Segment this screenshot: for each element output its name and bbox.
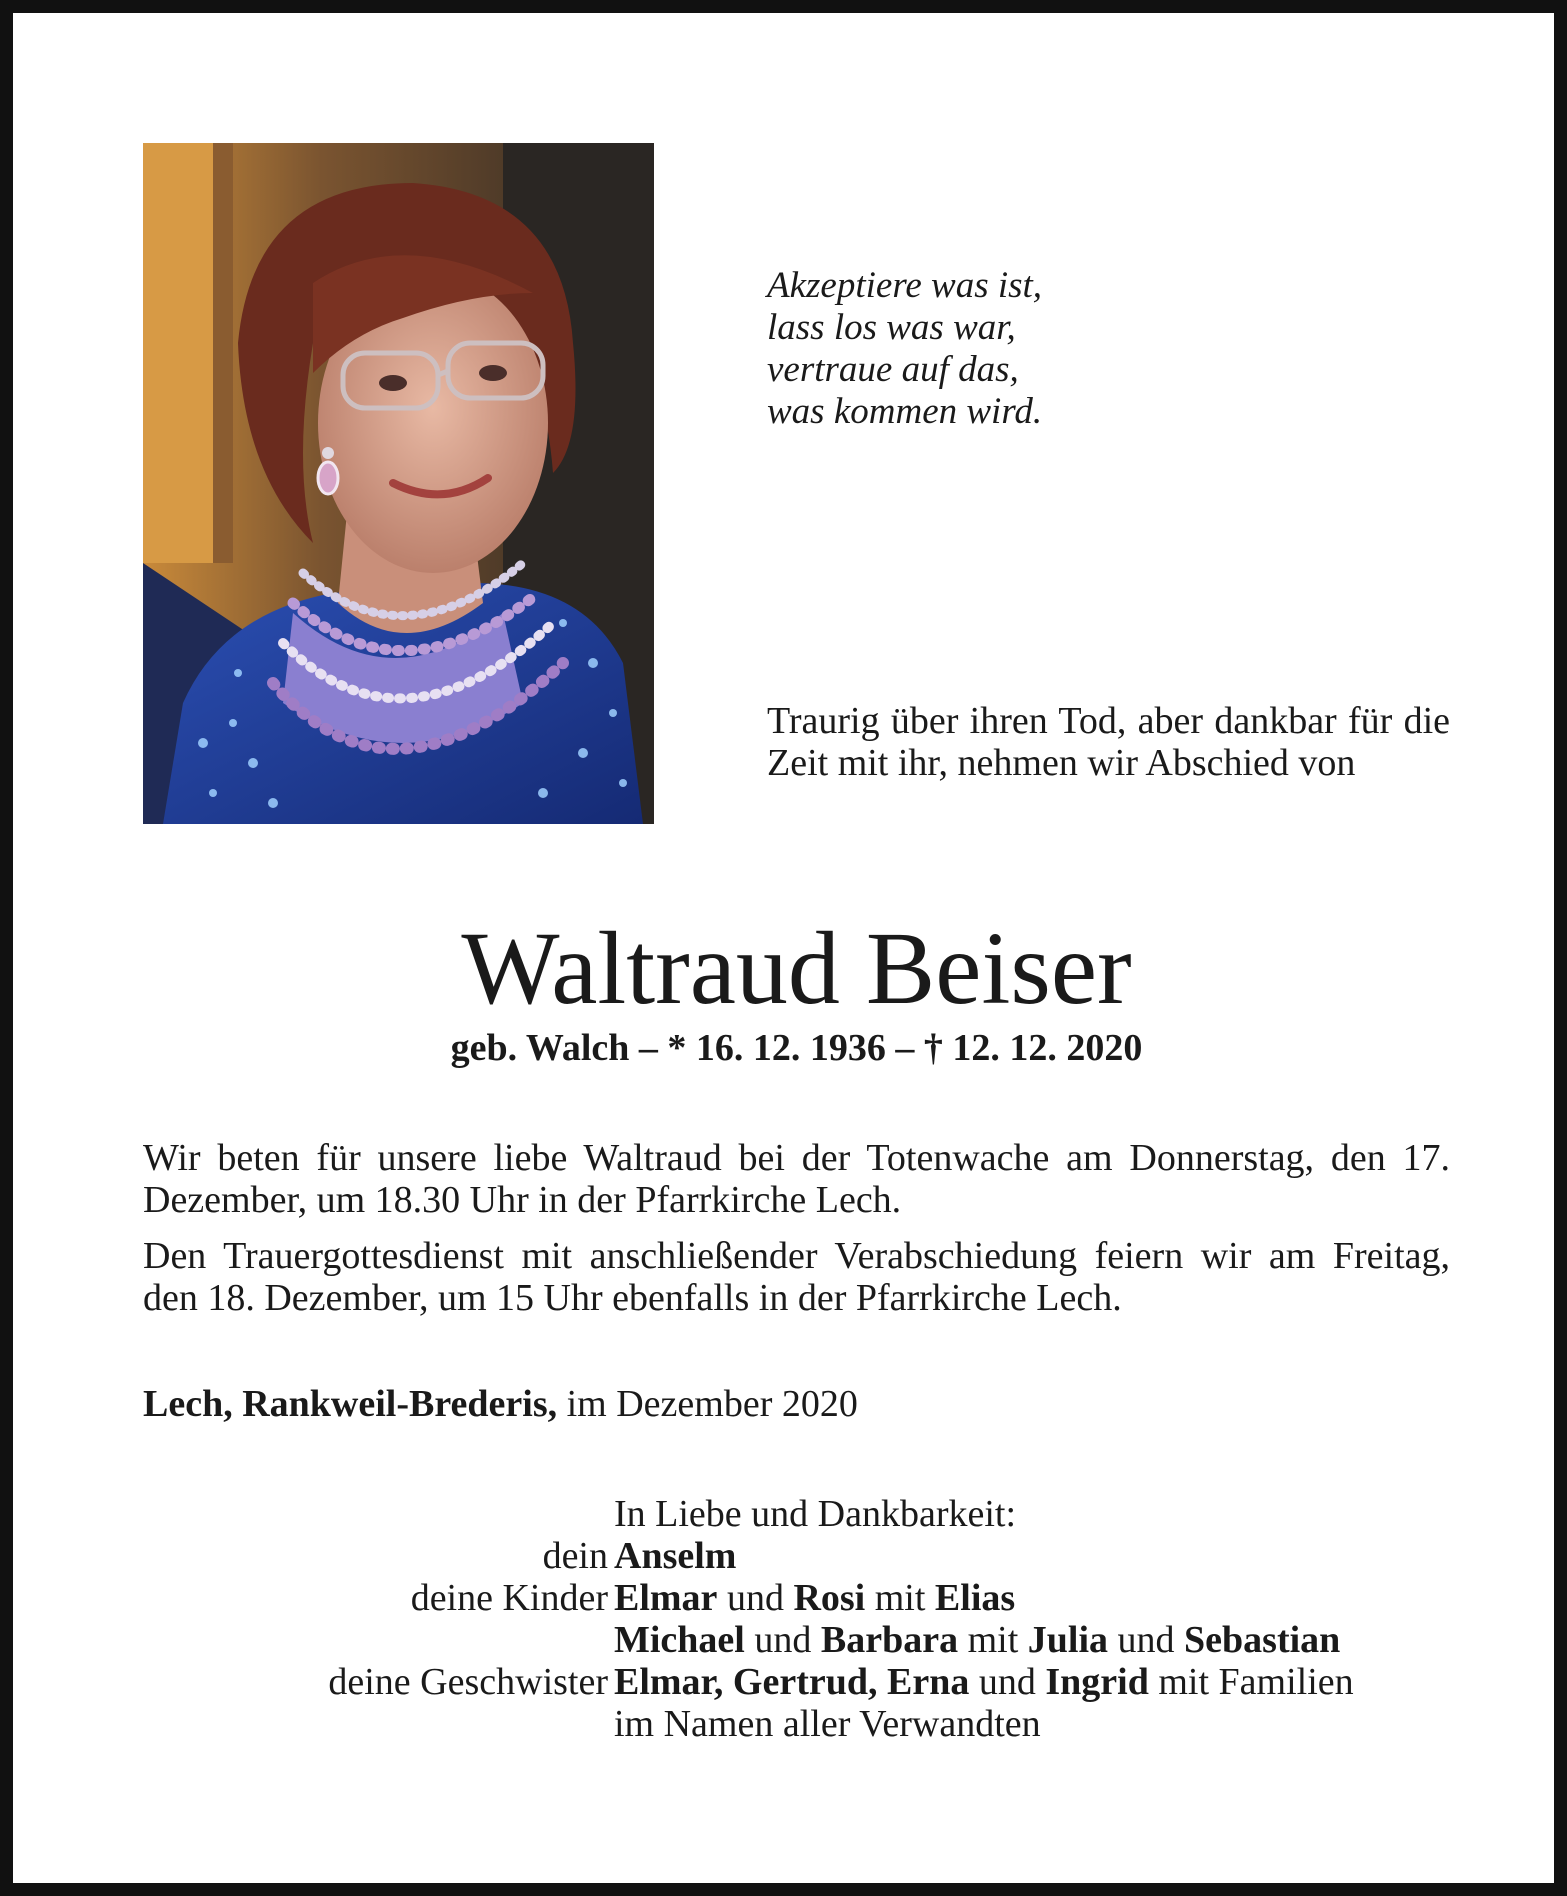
family-role [143,1619,614,1661]
member-name: Ingrid [1045,1661,1149,1703]
member-name: Elmar [614,1577,718,1619]
life-dates: geb. Walch – * 16. 12. 1936 – † 12. 12. 2020 [450,1027,1143,1069]
family-role: dein [542,1535,608,1577]
member-name: Julia [1027,1619,1109,1661]
member-name: Barbara [820,1619,959,1661]
poem-line: Akzeptiere was ist, [767,265,1043,306]
family-header-row [143,1493,1453,1535]
connector-text: und [717,1577,794,1619]
family-members [614,1535,1453,1577]
wake-paragraph: Wir beten für unsere liebe Waltraud bei der Totenwache am Donnerstag, den 17. Dezember, um 18.30 Uhr in der Pfarrkirche Lech. [143,1137,1450,1221]
connector-text: und [744,1619,821,1661]
family-row [143,1703,1453,1745]
poem-line: vertraue auf das, [767,349,1019,390]
deceased-name: Waltraud Beiser [461,911,1132,1026]
family-members [614,1577,1453,1619]
portrait-illustration [143,143,654,824]
family-row [143,1661,1453,1703]
connector-text: und [969,1661,1046,1703]
member-name: Rosi [793,1577,866,1619]
member-name: Elmar, Gertrud, Erna [614,1661,970,1703]
family-rows [143,1535,1453,1745]
member-name: Elias [934,1577,1016,1619]
place-date: im Dezember 2020 [557,1383,858,1425]
family-row [143,1535,1453,1577]
place-date-line [143,1383,858,1425]
connector-text: mit [958,1619,1028,1661]
family-members [614,1661,1453,1703]
family-members [614,1703,1453,1745]
poem [767,265,1267,433]
connector-text: mit Familien [1148,1661,1354,1703]
funeral-paragraph: Den Trauergottesdienst mit anschließender Verabschiedung feiern wir am Freitag, den 18. Dezember, um 15 Uhr ebenfalls in der Pfarrkirche Lech. [143,1235,1450,1319]
connector-text: und [1108,1619,1185,1661]
connector-text: im Namen aller Verwandten [614,1703,1041,1745]
family-members [614,1619,1453,1661]
family-row [143,1619,1453,1661]
family-signature [143,1493,1453,1745]
portrait-photo [143,143,654,824]
family-role: deine Geschwister [328,1661,608,1703]
member-name: Anselm [614,1535,737,1577]
family-role [143,1703,614,1745]
member-name: Sebastian [1184,1619,1341,1661]
family-row [143,1577,1453,1619]
connector-text: mit [865,1577,935,1619]
poem-line: was kommen wird. [767,391,1043,432]
poem-line: lass los was war, [767,307,1016,348]
intro-text: Traurig über ihren Tod, aber dankbar für die Zeit mit ihr, nehmen wir Abschied von [767,700,1450,784]
family-role: deine Kinder [410,1577,608,1619]
place-names: Lech, Rankweil-Brederis, [143,1383,558,1425]
member-name: Michael [614,1619,745,1661]
family-header: In Liebe und Dankbarkeit: [614,1493,1017,1535]
